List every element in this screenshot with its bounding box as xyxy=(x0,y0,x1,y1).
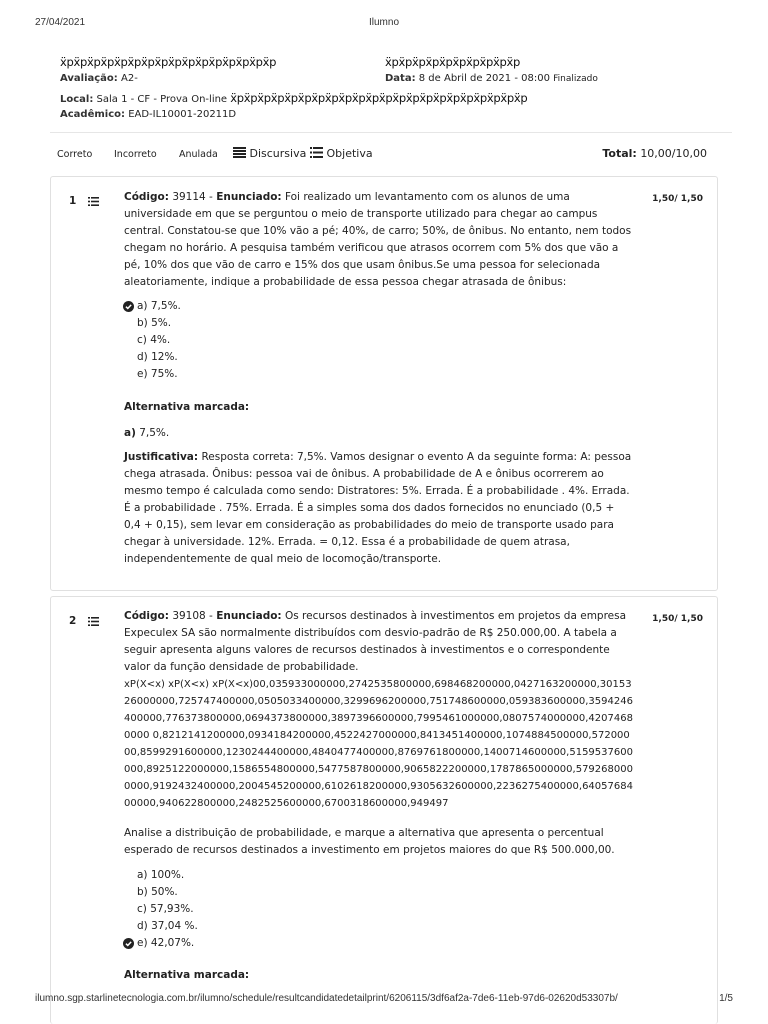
avaliacao-row xyxy=(60,73,138,87)
justificativa-text: Resposta correta: 7,5%. Vamos designar o evento A da seguinte forma: A: pessoa chega atrasada. Ônibus: pessoa vai de ônibus. A probabilidade de A e ônibus ocorrerem ao mesmo tempo é calculada como sendo: Distratores: 5%. Errada. É a probabilidade . 4%. Errada. É a probabilidade . 75%. Errada. É a simples soma dos dados fornecidos no enunciado (0,5 + 0,4 + 0,15), sem levar em consideração as probabilidades do meio de transporte usado para chegar à universidade. 12%. Errada. = 0,12. Essa é a probabilidade de quem atrasa, independentemente de qual meio de locomoção/transporte. xyxy=(124,451,632,565)
option-a xyxy=(137,298,181,315)
header-divider xyxy=(50,132,732,133)
marked-answer xyxy=(124,425,634,442)
option-a xyxy=(137,867,198,884)
option-label: a) 100%. xyxy=(137,869,185,881)
check-circle-icon xyxy=(123,938,134,949)
option-label: e) 75%. xyxy=(137,368,178,380)
marked-letter: a) xyxy=(124,427,136,439)
total-value: 10,00/10,00 xyxy=(640,147,707,160)
status-text: Finalizado xyxy=(553,74,598,84)
option-label: c) 57,93%. xyxy=(137,903,194,915)
legend-objetiva-label: Objetiva xyxy=(326,147,373,160)
academico-label: Acadêmico: xyxy=(60,109,125,120)
marked-text: 7,5%. xyxy=(139,427,170,439)
objective-list-icon xyxy=(88,617,99,626)
data-row xyxy=(385,73,598,87)
discursiva-icon xyxy=(233,147,246,158)
option-d xyxy=(137,349,181,366)
justificativa-block xyxy=(124,449,634,568)
academico-row xyxy=(60,109,236,123)
option-e xyxy=(137,935,198,952)
legend-bar xyxy=(57,146,717,164)
question-score: 1,50/ 1,50 xyxy=(652,194,703,204)
course-redacted: ẍpẍpẍpẍpẍpẍpẍpẍpẍpẍp xyxy=(385,55,521,69)
data-value: 8 de Abril de 2021 - 08:00 xyxy=(418,73,550,84)
local-redacted: ẍpẍpẍpẍpẍpẍpẍpẍpẍpẍpẍpẍpẍpẍpẍpẍpẍpẍpẍpẍpẍpẍp xyxy=(230,91,528,105)
option-c xyxy=(137,901,198,918)
alternativa-title: Alternativa marcada: xyxy=(124,969,250,981)
options-list xyxy=(137,867,198,952)
avaliacao-value: A2- xyxy=(121,73,138,84)
codigo-value: 39108 xyxy=(172,610,206,622)
total-score xyxy=(602,147,707,160)
check-circle-icon xyxy=(123,301,134,312)
alternativa-title: Alternativa marcada: xyxy=(124,401,250,413)
question-card-1 xyxy=(50,176,718,591)
question-statement: Código: 39108 - Enunciado: Os recursos destinados à investimentos em projetos da empresa Expeculex SA são normalmente distribuídos com desvio-padrão de R$ 250.000,00. A tabela a seguir apresenta alguns valores de recursos destinados à investimentos e o correspondente valor da função densidade de probabilidade. xP(X<x) xP(X<x) xP(X<x)00,035933000000,2742535800000,698468200000,0427163200000,3015326000000,725747400000,0505033400000,3299696200000,751748600000,059383600000,3594246400000,776373800000,0694373800000,3897396600000,7995461000000,0807574000000,42074680000 0,8212141200000,0934184200000,4522427000000,8413451400000,1074884500000,57200000,8599291600000,1230244400000,4840477400000,8769761800000,1400714600000,5159537600000,8925122000000,1586554800000,5477587800000,9065822200000,1787865000000,5792680000000,9192432400000,2004545200000,6102618200000,9305632600000,2236275400000,6405768400000,940622800000,2482525600000,6700318600000,949497 xyxy=(124,608,634,812)
local-row xyxy=(60,91,527,105)
academico-value: EAD-IL10001-20211D xyxy=(128,109,237,120)
options-list xyxy=(137,298,181,383)
codigo-value: 39114 xyxy=(172,191,206,203)
question-instruction: Analise a distribuição de probabilidade, e marque a alternativa que apresenta o percentual esperado de recursos destinados a investimento em projetos maiores do que R$ 500.000,00. xyxy=(124,827,615,856)
codigo-label: Código: xyxy=(124,191,169,203)
legend-discursiva xyxy=(233,147,306,160)
legend-incorreto: Incorreto xyxy=(114,149,157,160)
objetiva-icon xyxy=(310,147,323,158)
option-label: e) 42,07%. xyxy=(137,937,195,949)
question-number: 1 xyxy=(69,195,77,207)
local-label: Local: xyxy=(60,94,94,105)
print-date: 27/04/2021 xyxy=(35,17,86,28)
data-label: Data: xyxy=(385,73,416,84)
option-label: b) 5%. xyxy=(137,317,172,329)
exam-header xyxy=(60,55,732,125)
enunciado-label: Enunciado: xyxy=(216,191,282,203)
legend-anulada: Anulada xyxy=(179,149,218,160)
legend-objetiva xyxy=(310,147,373,160)
print-page-number: 1/5 xyxy=(719,993,733,1004)
avaliacao-label: Avaliação: xyxy=(60,73,118,84)
legend-correto: Correto xyxy=(57,149,93,160)
enunciado-text: Foi realizado um levantamento com os alunos de uma universidade em que se perguntou o meio de transporte utilizado para chegar ao campus central. Constatou-se que 10% vão a pé; 40%, de carro; 50%, de ônibus. No entanto, nem todos chegam no horário. A pesquisa também verificou que atrasos ocorrem com 5% dos que vão a pé, 10% dos que vão de carro e 15% dos que usam ônibus.Se uma pessoa for selecionada aleatoriamente, indique a probabilidade de essa pessoa chegar atrasada de ônibus: xyxy=(124,191,632,288)
option-label: b) 50%. xyxy=(137,886,178,898)
probability-table-data: xP(X<x) xP(X<x) xP(X<x)00,035933000000,2742535800000,698468200000,0427163200000,3015326000000,725747400000,0505033400000,3299696200000,751748600000,059383600000,3594246400000,776373800000,0694373800000,3897396600000,7995461000000,0807574000000,42074680000 0,8212141200000,0934184200000,4522427000000,8413451400000,1074884500000,57200000,8599291600000,1230244400000,4840477400000,8769761800000,1400714600000,5159537600000,8925122000000,1586554800000,5477587800000,9065822200000,1787865000000,5792680000000,9192432400000,2004545200000,6102618200000,9305632600000,2236275400000,6405768400000,940622800000,2482525600000,6700318600000,949497 xyxy=(124,679,633,809)
enunciado-label: Enunciado: xyxy=(216,610,282,622)
objective-list-icon xyxy=(88,197,99,206)
print-footer xyxy=(35,993,733,1007)
option-label: d) 37,04 %. xyxy=(137,920,198,932)
codigo-label: Código: xyxy=(124,610,169,622)
option-d xyxy=(137,918,198,935)
legend-discursiva-label: Discursiva xyxy=(249,147,307,160)
total-label: Total: xyxy=(602,147,637,160)
print-title: Ilumno xyxy=(368,17,399,28)
enunciado-text: Os recursos destinados à investimentos em projetos da empresa Expeculex SA são normalmente distribuídos com desvio-padrão de R$ 250.000,00. A tabela a seguir apresenta alguns valores de recursos destinados à investimentos e o correspondente valor da função densidade de probabilidade. xyxy=(124,610,627,673)
question-number: 2 xyxy=(69,615,77,627)
option-c xyxy=(137,332,181,349)
student-name-redacted: ẍpẍpẍpẍpẍpẍpẍpẍpẍpẍpẍpẍpẍpẍpẍpẍp xyxy=(60,55,277,69)
print-url: ilumno.sgp.starlinetecnologia.com.br/ilumno/schedule/resultcandidatedetailprint/6206115/3df6af2a-7de6-11eb-97d6-02620d53307b/ xyxy=(35,993,618,1004)
question-card-2 xyxy=(50,596,718,1024)
question-score: 1,50/ 1,50 xyxy=(652,614,703,624)
option-b xyxy=(137,315,181,332)
option-label: c) 4%. xyxy=(137,334,171,346)
option-label: a) 7,5%. xyxy=(137,300,181,312)
local-value: Sala 1 - CF - Prova On-line xyxy=(96,94,228,105)
option-b xyxy=(137,884,198,901)
option-label: d) 12%. xyxy=(137,351,178,363)
option-e xyxy=(137,366,181,383)
question-statement: Código: 39114 - Enunciado: Foi realizado um levantamento com os alunos de uma universidade em que se perguntou o meio de transporte utilizado para chegar ao campus central. Constatou-se que 10% vão a pé; 40%, de carro; 50%, de ônibus. No entanto, nem todos chegam no horário. A pesquisa também verificou que atrasos ocorrem com 5% dos que vão a pé, 10% dos que vão de carro e 15% dos que usam ônibus.Se uma pessoa for selecionada aleatoriamente, indique a probabilidade de essa pessoa chegar atrasada de ônibus: xyxy=(124,191,632,288)
print-header xyxy=(35,17,733,31)
justificativa-label: Justificativa: xyxy=(124,451,199,463)
